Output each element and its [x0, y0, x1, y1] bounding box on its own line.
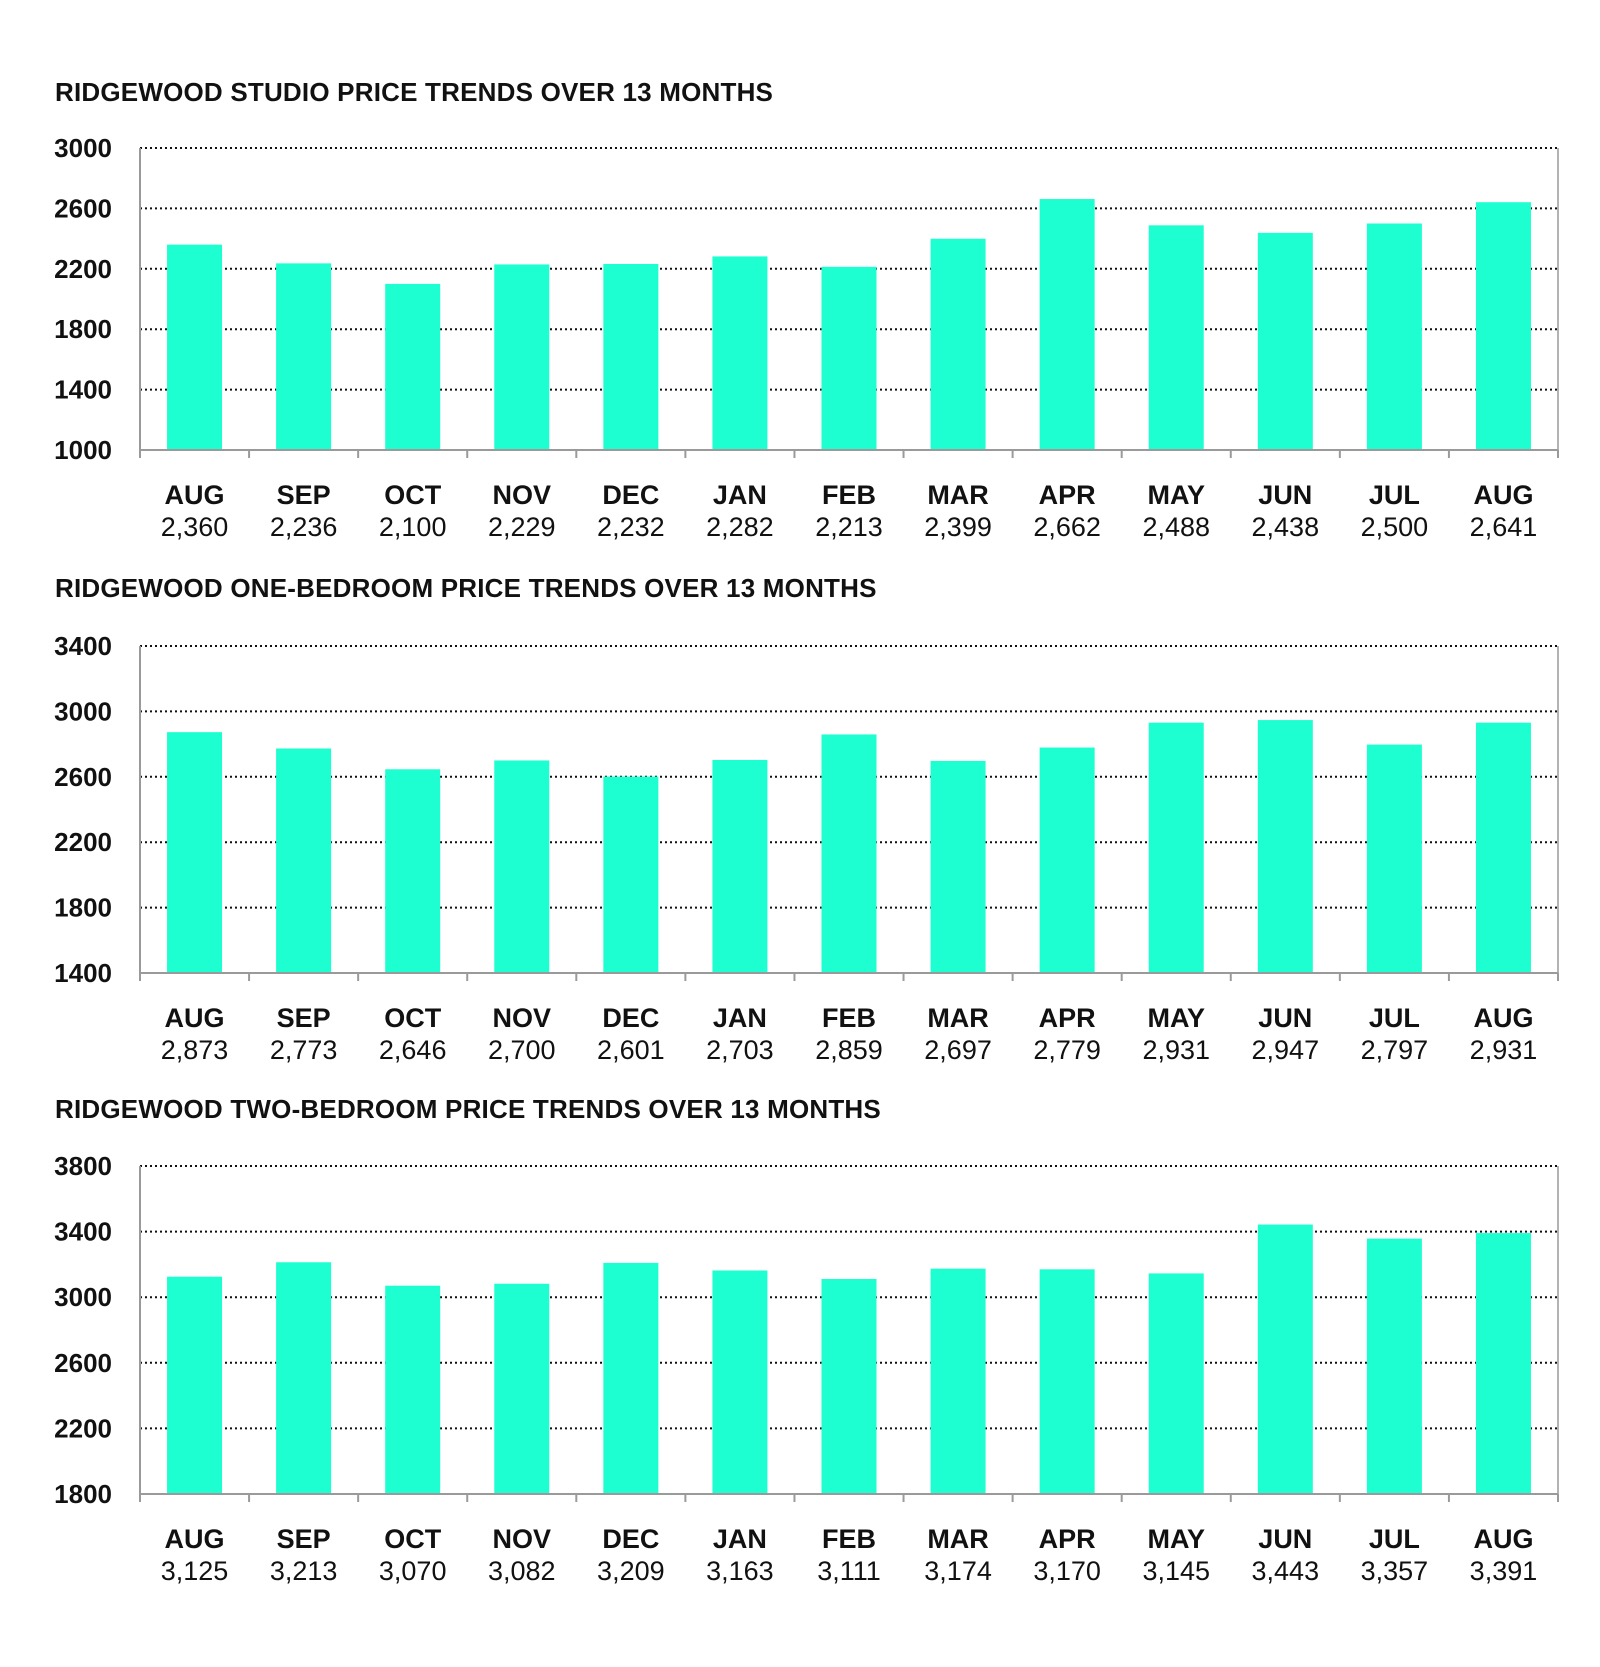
bar	[931, 1269, 986, 1494]
y-tick-label: 1400	[54, 374, 112, 405]
data-value-label: 2,500	[1360, 512, 1429, 542]
bar	[494, 1284, 549, 1494]
y-tick-label: 2200	[54, 253, 112, 284]
data-value-label: 3,209	[597, 1556, 665, 1586]
x-category-label: JUL	[1368, 1524, 1420, 1554]
y-tick-label: 1400	[54, 958, 112, 988]
y-tick-label: 1800	[54, 314, 112, 345]
x-category-label: MAR	[927, 480, 989, 510]
x-category-label: JUL	[1368, 480, 1420, 510]
data-value-label: 2,100	[378, 512, 447, 542]
data-value-label: 2,399	[924, 512, 992, 542]
data-value-label: 2,488	[1142, 512, 1211, 542]
y-tick-label: 3000	[54, 133, 112, 163]
x-category-label: NOV	[492, 1524, 552, 1554]
chart-title: RIDGEWOOD TWO-BEDROOM PRICE TRENDS OVER 13 MONTHS	[55, 1094, 881, 1124]
bar	[385, 1286, 440, 1494]
data-value-label: 2,282	[706, 512, 774, 542]
x-category-label: MAR	[927, 1003, 989, 1033]
x-category-label: AUG	[1473, 1524, 1534, 1554]
x-category-label: OCT	[384, 480, 442, 510]
data-value-label: 2,662	[1033, 512, 1101, 542]
y-tick-label: 2600	[54, 761, 112, 792]
data-value-label: 2,601	[597, 1035, 665, 1065]
x-category-label: OCT	[384, 1003, 442, 1033]
x-category-label: FEB	[822, 480, 876, 510]
data-value-label: 2,700	[487, 1035, 556, 1065]
data-value-label: 2,641	[1469, 512, 1538, 542]
data-value-label: 3,443	[1251, 1556, 1320, 1586]
x-category-label: JAN	[712, 1524, 767, 1554]
chart-title: RIDGEWOOD ONE-BEDROOM PRICE TRENDS OVER 13 MONTHS	[55, 573, 877, 603]
data-value-label: 2,229	[487, 512, 556, 542]
x-category-label: OCT	[384, 1524, 442, 1554]
x-category-label: MAY	[1147, 480, 1205, 510]
x-category-label: DEC	[602, 480, 660, 510]
data-value-label: 3,391	[1469, 1556, 1538, 1586]
bar	[712, 1270, 767, 1494]
data-value-label: 2,859	[815, 1035, 883, 1065]
x-category-label: JAN	[712, 1003, 767, 1033]
data-value-label: 3,145	[1142, 1556, 1211, 1586]
data-value-label: 2,646	[378, 1035, 447, 1065]
bar	[1040, 1269, 1095, 1494]
x-category-label: APR	[1038, 480, 1096, 510]
data-value-label: 3,170	[1033, 1556, 1101, 1586]
x-category-label: AUG	[164, 1003, 225, 1033]
data-value-label: 2,873	[160, 1035, 229, 1065]
data-value-label: 3,070	[378, 1556, 447, 1586]
data-value-label: 2,697	[924, 1035, 992, 1065]
data-value-label: 2,931	[1142, 1035, 1211, 1065]
data-value-label: 2,213	[815, 512, 883, 542]
x-category-label: AUG	[1473, 1003, 1534, 1033]
x-category-label: NOV	[492, 1003, 552, 1033]
x-category-label: MAR	[927, 1524, 989, 1554]
x-category-label: JUL	[1368, 1003, 1420, 1033]
bar	[1476, 1233, 1531, 1494]
x-category-label: AUG	[164, 480, 225, 510]
y-tick-label: 3400	[54, 1216, 112, 1247]
x-category-label: JUN	[1258, 1003, 1313, 1033]
data-value-label: 3,163	[706, 1556, 774, 1586]
bar	[276, 1262, 331, 1494]
data-value-label: 2,797	[1360, 1035, 1429, 1065]
x-category-label: SEP	[276, 480, 331, 510]
bar	[167, 1277, 222, 1494]
data-value-label: 2,947	[1251, 1035, 1320, 1065]
data-value-label: 2,779	[1033, 1035, 1101, 1065]
y-tick-label: 3000	[54, 696, 112, 727]
bar	[1367, 1239, 1422, 1494]
x-category-label: DEC	[602, 1524, 660, 1554]
bar	[1258, 1225, 1313, 1494]
x-category-label: APR	[1038, 1003, 1096, 1033]
data-value-label: 3,125	[160, 1556, 229, 1586]
y-tick-label: 1800	[54, 892, 112, 923]
x-category-label: NOV	[492, 480, 552, 510]
chart-title: RIDGEWOOD STUDIO PRICE TRENDS OVER 13 MONTHS	[55, 77, 774, 107]
data-value-label: 2,360	[160, 512, 229, 542]
y-tick-label: 1800	[54, 1479, 112, 1509]
y-tick-label: 2600	[54, 193, 112, 224]
x-category-label: DEC	[602, 1003, 660, 1033]
y-tick-label: 2200	[54, 827, 112, 858]
x-category-label: AUG	[1473, 480, 1534, 510]
x-category-label: JUN	[1258, 1524, 1313, 1554]
data-value-label: 2,236	[269, 512, 338, 542]
y-tick-label: 3800	[54, 1151, 112, 1181]
x-category-label: JAN	[712, 480, 767, 510]
y-tick-label: 2200	[54, 1413, 112, 1444]
x-category-label: AUG	[164, 1524, 225, 1554]
x-category-label: SEP	[276, 1524, 331, 1554]
x-category-label: APR	[1038, 1524, 1096, 1554]
y-tick-label: 3400	[54, 631, 112, 661]
data-value-label: 2,703	[706, 1035, 774, 1065]
data-value-label: 3,213	[269, 1556, 338, 1586]
bar	[822, 1279, 877, 1494]
x-category-label: FEB	[822, 1524, 876, 1554]
data-value-label: 3,082	[487, 1556, 556, 1586]
data-value-label: 3,174	[924, 1556, 992, 1586]
data-value-label: 2,232	[597, 512, 665, 542]
data-value-label: 2,438	[1251, 512, 1320, 542]
x-category-label: MAY	[1147, 1003, 1205, 1033]
x-category-label: FEB	[822, 1003, 876, 1033]
x-category-label: MAY	[1147, 1524, 1205, 1554]
bar	[1149, 1273, 1204, 1494]
y-tick-label: 2600	[54, 1347, 112, 1378]
data-value-label: 3,357	[1360, 1556, 1429, 1586]
bar	[603, 1263, 658, 1494]
y-tick-label: 3000	[54, 1282, 112, 1313]
x-category-label: JUN	[1258, 480, 1313, 510]
x-category-label: SEP	[276, 1003, 331, 1033]
data-value-label: 2,773	[269, 1035, 338, 1065]
data-value-label: 3,111	[817, 1556, 881, 1586]
y-tick-label: 1000	[54, 435, 112, 465]
data-value-label: 2,931	[1469, 1035, 1538, 1065]
